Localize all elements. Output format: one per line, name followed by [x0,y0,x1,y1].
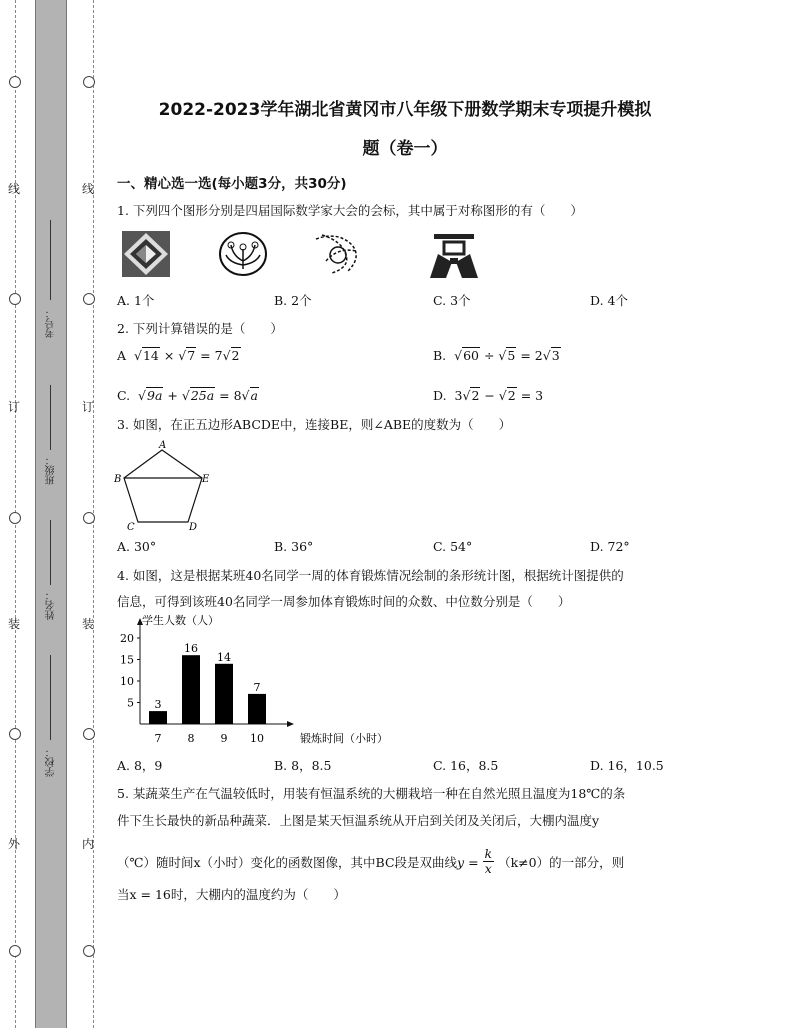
class-field[interactable] [50,385,51,450]
q1-option-b[interactable]: B. 2个 [274,293,312,308]
coefficient: 3 [454,388,463,403]
page-title: 2022-2023学年湖北省黄冈市八年级下册数学期末专项提升模拟 [158,100,652,120]
option-label: D. [433,388,447,403]
fraction-denominator: x [484,861,492,876]
coefficient: 8 [233,388,242,403]
congress-logo-4 [428,232,480,278]
q2-option-c[interactable]: C. √9a + √25a = 8√a [117,388,258,403]
bar-value-label: 16 [184,642,198,656]
q4-option-d[interactable]: D. 16，10.5 [590,758,664,773]
page-title-cont: 题（卷一） [362,139,448,159]
q2-option-b[interactable]: B. √60 ÷ √5 = 2√3 [433,348,560,363]
punch-hole [83,945,95,957]
margin-char: 外 [8,837,21,851]
coefficient: 2 [534,348,543,363]
vertex-c: C [127,522,135,530]
vertex-d: D [189,522,198,530]
punch-hole [9,728,21,740]
bar-chart-svg [112,612,382,752]
option-label: B. [433,348,447,363]
bar [248,694,266,724]
congress-logo-3 [312,231,364,277]
q1-option-d[interactable]: D. 4个 [590,293,628,308]
y-axis-title: 学生人数（人） [142,614,219,627]
margin-char: 线 [82,182,95,196]
radicand: 60 [463,348,479,363]
margin-char: 线 [8,182,21,196]
question-3-text: 3. 如图，在正五边形ABCDE中，连接BE，则∠ABE的度数为（ ） [117,417,512,432]
question-1-text: 1. 下列四个图形分别是四届国际数学家大会的会标，其中属于对称图形的有（ ） [117,203,583,218]
q5-text: （℃）随时间x（小时）变化的函数图像，其中BC段是双曲线 [117,855,458,870]
punch-hole [9,945,21,957]
radicand: 2 [471,388,480,403]
bar-value-label: 7 [253,680,261,694]
name-field[interactable] [50,520,51,585]
bar-value-label: 14 [217,650,231,664]
option-label: C. [117,388,131,403]
margin-char: 内 [82,837,95,851]
binding-band [35,0,67,1028]
question-4-text: 4. 如图，这是根据某班40名同学一周的体育锻炼情况绘制的条形统计图，根据统计图提供的 [117,568,624,583]
congress-logo-2 [218,231,268,277]
radicand: 14 [142,348,159,363]
punch-hole [9,512,21,524]
margin-char: 订 [8,400,21,414]
x-axis-arrow [287,721,294,727]
q2-option-a[interactable]: A √14 × √7 = 7√2 [117,348,240,363]
punch-hole [83,728,95,740]
q3-option-c[interactable]: C. 54° [433,539,473,554]
q4-option-c[interactable]: C. 16，8.5 [433,758,499,773]
bar-chart [112,612,382,752]
punch-hole [83,76,95,88]
x-tick-label: 10 [250,732,264,745]
q3-option-d[interactable]: D. 72° [590,539,630,554]
punch-hole [9,76,21,88]
radicand: 7 [187,348,196,363]
question-5-line4: 当x = 16时，大棚内的温度约为（ ） [117,887,346,902]
vertex-a: A [159,440,167,451]
y-tick-label: 15 [120,653,134,667]
x-tick-label: 9 [220,732,228,745]
vertex-b: B [114,474,122,485]
margin-char: 订 [82,400,95,414]
q1-option-a[interactable]: A. 1个 [117,293,155,308]
question-2-text: 2. 下列计算错误的是（ ） [117,321,283,336]
y-tick-label: 20 [120,632,134,645]
congress-logo-1 [122,231,170,277]
q3-option-a[interactable]: A. 30° [117,539,157,554]
bar-value-label: 3 [154,698,162,712]
radicand: 25a [190,388,215,403]
x-tick-label: 7 [154,732,162,745]
section-heading: 一、精心选一选(每小题3分，共30分) [117,176,347,192]
school-field[interactable] [50,655,51,740]
fraction-numerator: k [484,846,493,861]
q4-option-b[interactable]: B. 8，8.5 [274,758,332,773]
question-4-text-cont: 信息，可得到该班40名同学一周参加体育锻炼时间的众数、中位数分别是（ ） [117,594,571,609]
school-label: 学校： [46,747,57,777]
radicand: a [250,388,258,403]
bar [149,711,167,724]
punch-hole [83,293,95,305]
radicand: 9a [147,388,163,403]
x-tick-label: 8 [187,732,195,745]
result: 3 [535,388,544,403]
q5-text: （k≠0）的一部分，则 [498,855,625,870]
exam-number-field[interactable] [50,220,51,300]
radicand: 3 [551,348,560,363]
bar [215,664,233,724]
y-tick-label: 5 [127,696,134,710]
question-5-line3: （℃）随时间x（小时）变化的函数图像，其中BC段是双曲线y = $\frac{k}{x}$ （k≠0）的一部分，则 [117,846,625,876]
radicand: 5 [507,348,516,363]
vertex-e: E [202,474,210,485]
radicand: 2 [231,348,240,363]
y-tick-label: 10 [120,675,134,688]
fraction [483,847,495,876]
q1-option-c[interactable]: C. 3个 [433,293,471,308]
coefficient: 7 [214,348,223,363]
question-5-line1: 5. 某蔬菜生产在气温较低时，用装有恒温系统的大棚栽培一种在自然光照且温度为18℃的条 [117,786,626,801]
punch-hole [9,293,21,305]
option-label: A [117,348,127,363]
class-label: 班级： [46,455,57,485]
q2-option-d[interactable]: D. 3√2 − √2 = 3 [433,388,544,403]
exam-number-label: 考号： [46,308,57,338]
q3-option-b[interactable]: B. 36° [274,539,314,554]
name-label: 姓名： [46,590,57,620]
margin-char: 装 [8,617,21,631]
radicand: 2 [507,388,516,403]
hyperbola-y: y [457,855,465,870]
bar [182,655,200,724]
x-axis-title: 锻炼时间（小时） [300,732,382,745]
punch-hole [83,512,95,524]
q4-option-a[interactable]: A. 8，9 [117,758,163,773]
pentagon-figure [112,440,212,530]
question-5-line2: 件下生长最快的新品种蔬菜．上图是某天恒温系统从开启到关闭及关闭后，大棚内温度y [117,813,600,828]
margin-char: 装 [82,617,95,631]
